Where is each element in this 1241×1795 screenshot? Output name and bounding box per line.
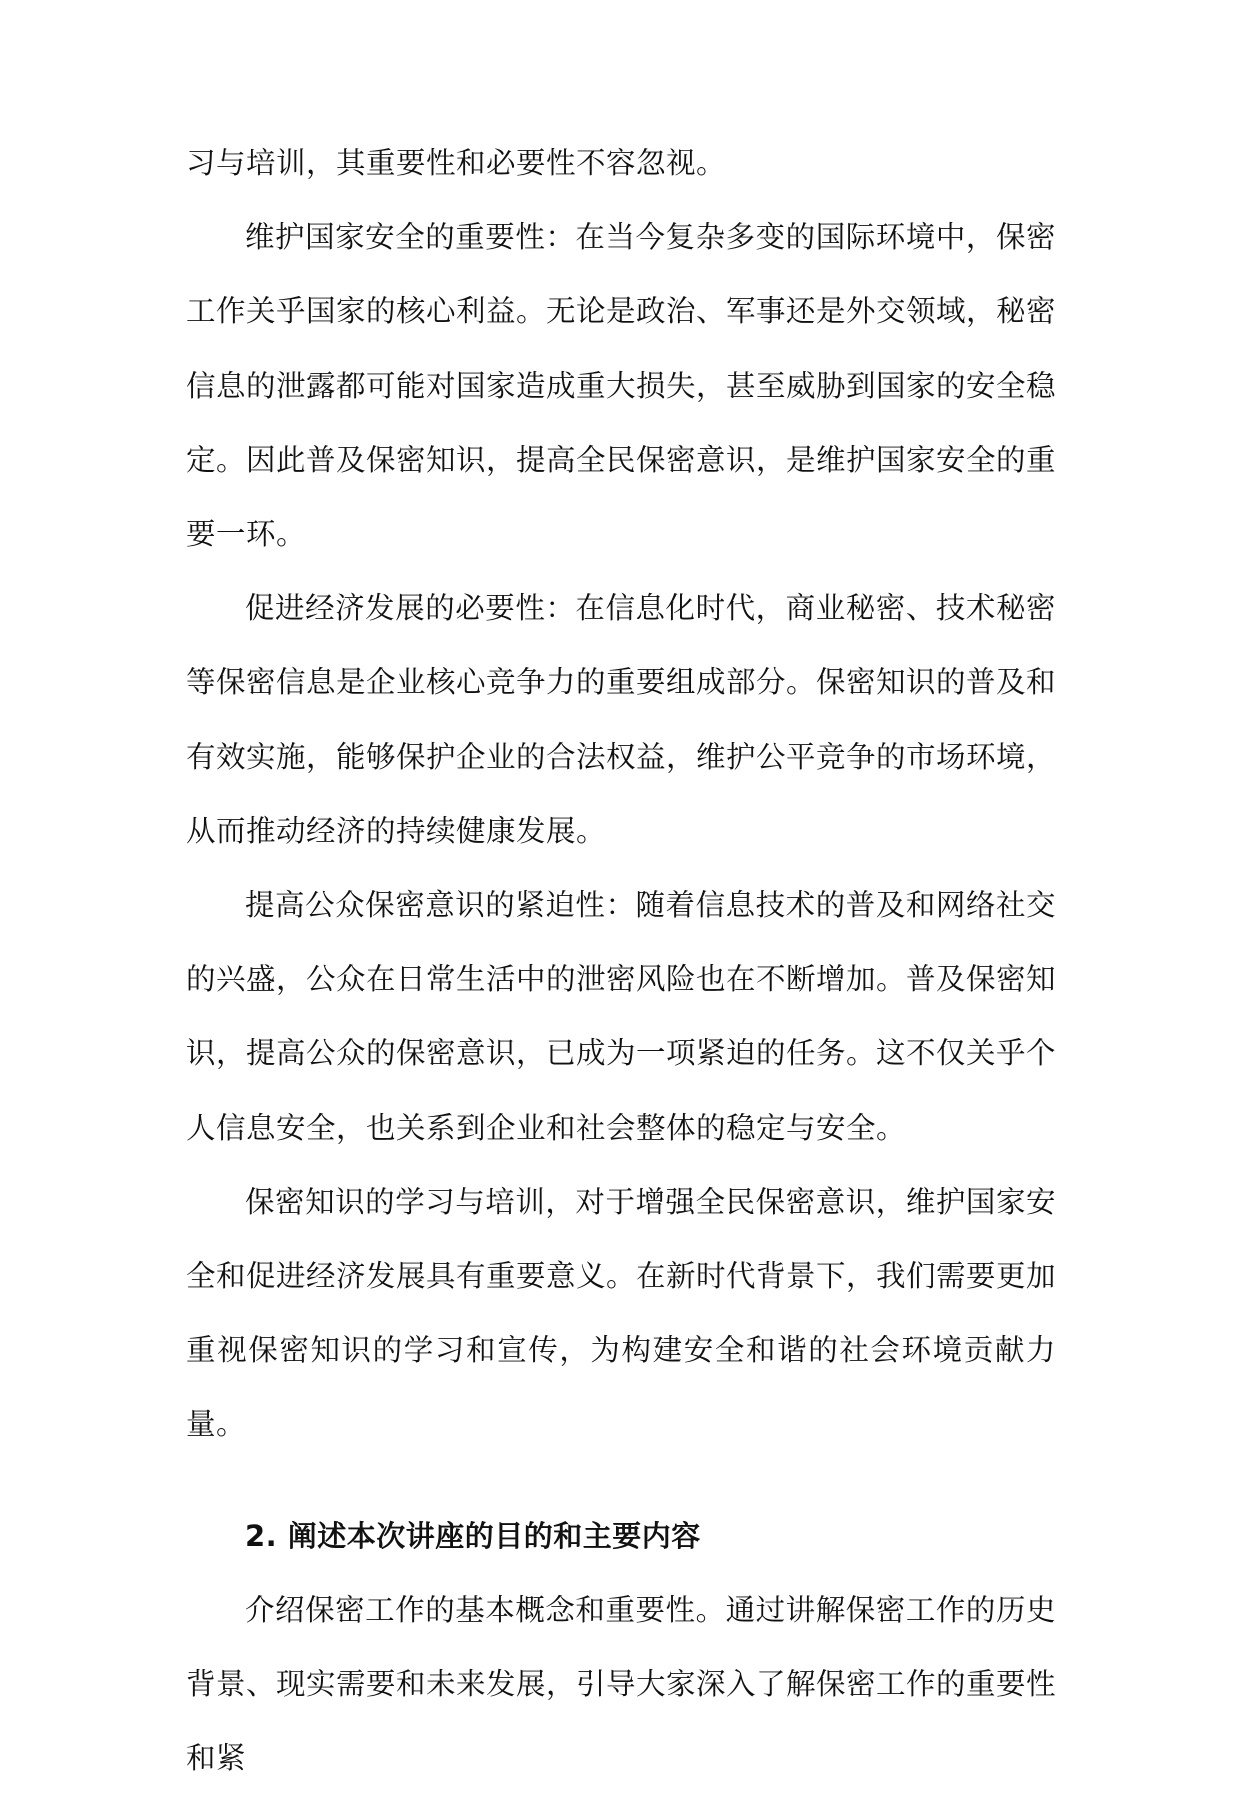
document-body [186,126,1056,1795]
paragraph-lecture-purpose: 介绍保密工作的基本概念和重要性。通过讲解保密工作的历史背景、现实需要和未来发展，引导大家深入了解保密工作的重要性和紧 [186,1592,1057,1776]
paragraph-continuation: 习与培训，其重要性和必要性不容忽视。 [186,146,727,180]
paragraph-public-awareness: 提高公众保密意识的紧迫性：随着信息技术的普及和网络社交的兴盛，公众在日常生活中的泄密风险也在不断增加。普及保密知识，提高公众的保密意识，已成为一项紧迫的任务。这不仅关乎个人信息安全，也关系到企业和社会整体的稳定与安全。 [186,888,1057,1145]
paragraph-summary: 保密知识的学习与培训，对于增强全民保密意识，维护国家安全和促进经济发展具有重要意义。在新时代背景下，我们需要更加重视保密知识的学习和宣传，为构建安全和谐的社会环境贡献力量。 [186,1184,1057,1442]
paragraph-economic-development: 促进经济发展的必要性：在信息化时代，商业秘密、技术秘密等保密信息是企业核心竞争力的重要组成部分。保密知识的普及和有效实施，能够保护企业的合法权益，维护公平竞争的市场环境，从而推动经济的持续健康发展。 [186,591,1057,848]
paragraph-national-security: 维护国家安全的重要性：在当今复杂多变的国际环境中，保密工作关乎国家的核心利益。无论是政治、军事还是外交领域，秘密信息的泄露都可能对国家造成重大损失，甚至威胁到国家的安全稳定。因此普及保密知识，提高全民保密意识，是维护国家安全的重要一环。 [186,220,1057,552]
section-heading: 2. 阐述本次讲座的目的和主要内容 [245,1518,701,1553]
